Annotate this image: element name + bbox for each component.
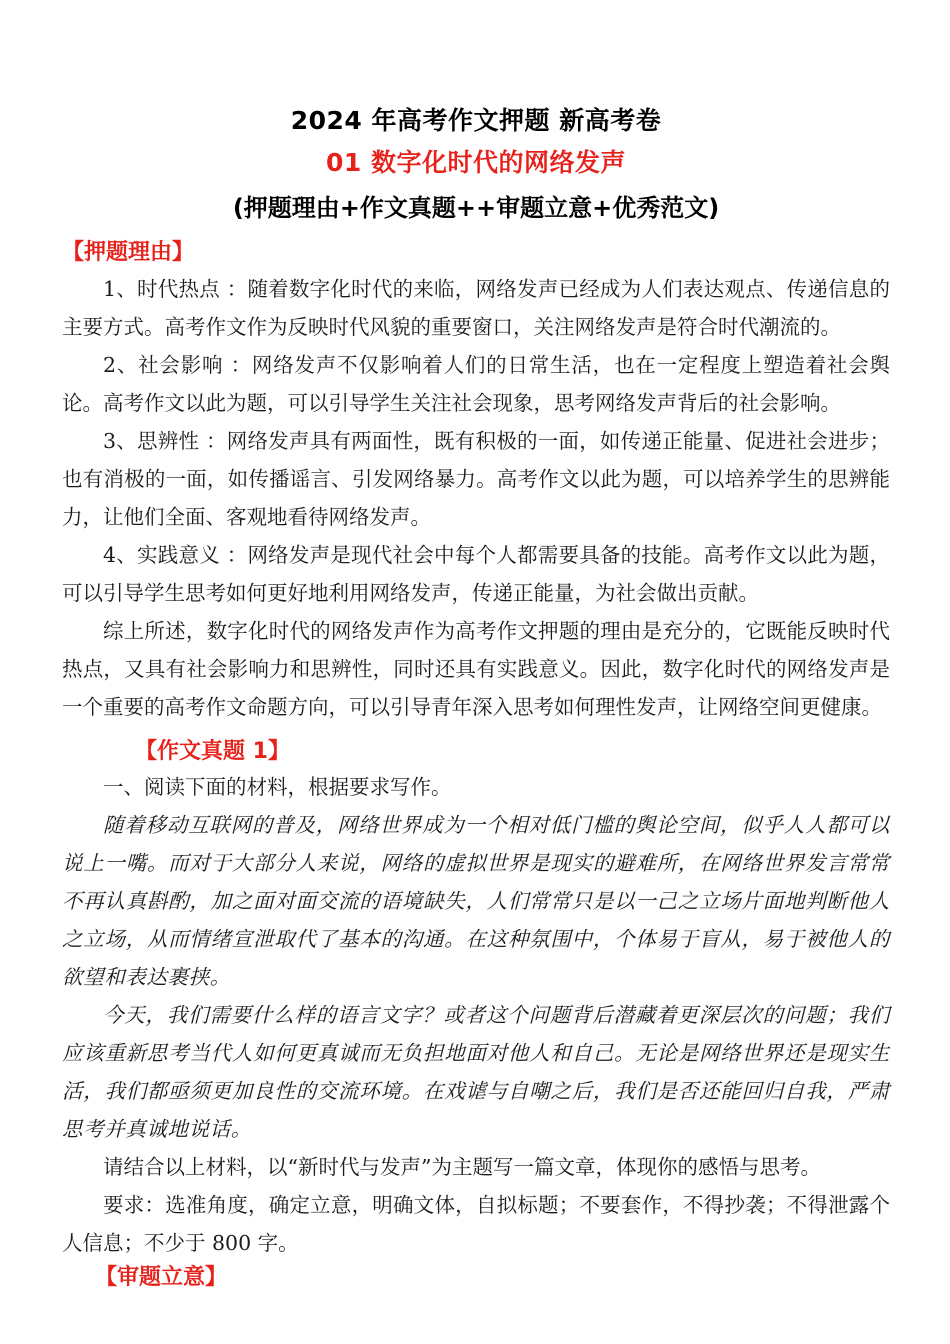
reason-paragraph-1: 1、时代热点 ：随着数字化时代的来临，网络发声已经成为人们表达观点、传递信息的主要方式。高考作文作为反映时代风貌的重要窗口，关注网络发声是符合时代潮流的。 [62, 276, 890, 339]
section-heading-reason: 【押题理由】 [62, 239, 195, 265]
page-title: 2024 年高考作文押题 新高考卷 [290, 106, 662, 135]
page-components-line: (押题理由+作文真题++审题立意+优秀范文) [232, 193, 720, 222]
section-heading-real-question: 【作文真题 1】 [135, 738, 290, 764]
reason-paragraph-2: 2、社会影响 ：网络发声不仅影响着人们的日常生活，也在一定程度上塑造着社会舆论。高考作文以此为题，可以引导学生关注社会现象，思考网络发声背后的社会影响。 [62, 352, 890, 415]
reason-paragraph-3: 3、思辨性 ：网络发声具有两面性，既有积极的一面，如传递正能量、促进社会进步；也有消极的一面，如传播谣言、引发网络暴力。高考作文以此为题，可以培养学生的思辨能力，让他们全面、客观地看待网络发声。 [62, 428, 890, 529]
real-question-requirements: 要求：选准角度，确定立意，明确文体，自拟标题；不要套作，不得抄袭；不得泄露个人信息；不少于 800 字。 [62, 1192, 890, 1255]
page-subtitle: 01 数字化时代的网络发声 [326, 147, 626, 177]
real-question-material-paragraph-1: 随着移动互联网的普及，网络世界成为一个相对低门槛的舆论空间，似乎人人都可以说上一嘴。而对于大部分人来说，网络的虚拟世界是现实的避难所，在网络世界发言常常不再认真斟酌，加之面对面交流的语境缺失，人们常常只是以一己之立场片面地判断他人之立场，从而情绪宣泄取代了基本的沟通。在这种氛围中，个体易于盲从，易于被他人的欲望和表达裹挟。 [62, 812, 890, 989]
section-heading-analysis: 【审题立意】 [95, 1264, 228, 1290]
real-question-material-paragraph-2: 今天，我们需要什么样的语言文字？或者这个问题背后潜藏着更深层次的问题；我们应该重新思考当代人如何更真诚而无负担地面对他人和自己。无论是网络世界还是现实生活，我们都亟须更加良性的交流环境。在戏谑与自嘲之后，我们是否还能回归自我，严肃思考并真诚地说话。 [62, 1002, 890, 1141]
reason-summary-paragraph: 综上所述，数字化时代的网络发声作为高考作文押题的理由是充分的，它既能反映时代热点，又具有社会影响力和思辨性，同时还具有实践意义。因此，数字化时代的网络发声是一个重要的高考作文命题方向，可以引导青年深入思考如何理性发声，让网络空间更健康。 [62, 618, 890, 719]
real-question-prompt: 请结合以上材料，以“新时代与发声”为主题写一篇文章，体现你的感悟与思考。 [103, 1154, 821, 1179]
document-content [62, 0, 890, 1294]
real-question-instruction: 一、阅读下面的材料，根据要求写作。 [103, 774, 452, 799]
reason-paragraph-4: 4、实践意义 ：网络发声是现代社会中每个人都需要具备的技能。高考作文以此为题，可以引导学生思考如何更好地利用网络发声，传递正能量，为社会做出贡献。 [62, 542, 890, 605]
